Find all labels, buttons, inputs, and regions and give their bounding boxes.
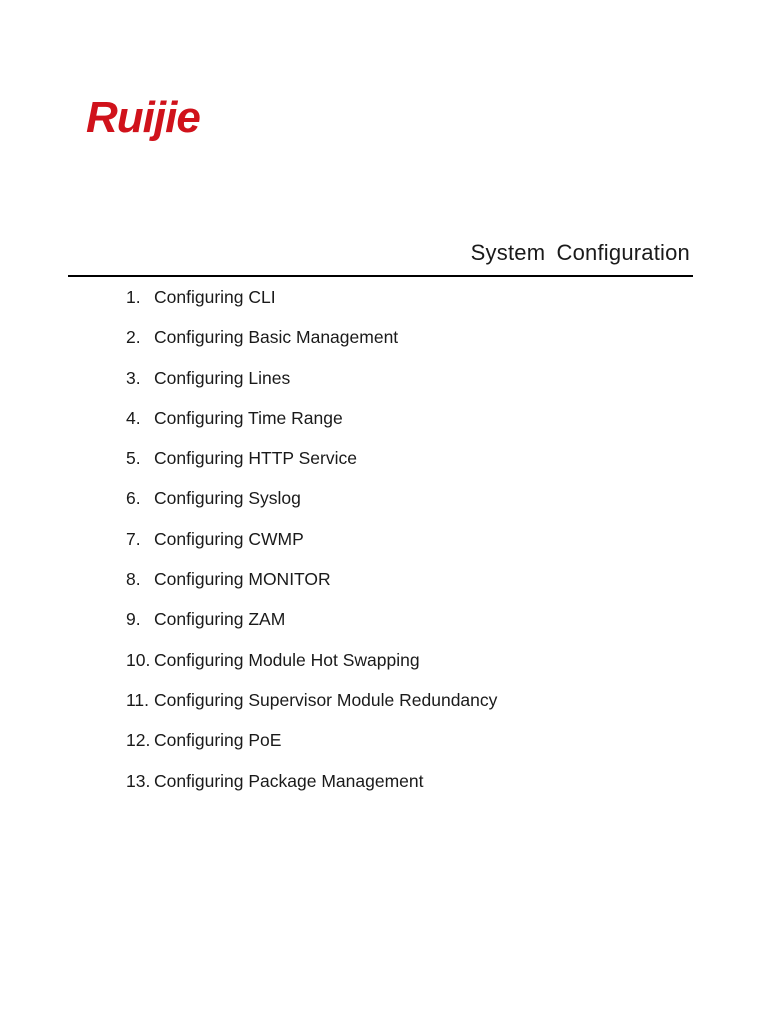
toc-number: 11. (126, 689, 150, 710)
toc-number: 10. (126, 649, 151, 670)
toc-label: Configuring Syslog (154, 488, 301, 509)
toc-item[interactable] (126, 367, 497, 407)
toc-number: 5. (126, 448, 141, 469)
toc-item[interactable] (126, 689, 497, 729)
toc-number: 6. (126, 488, 141, 509)
svg-text:Ruijie: Ruijie (86, 93, 200, 142)
ruijie-logo-mark (84, 92, 256, 154)
toc-label: Configuring Basic Management (154, 327, 399, 348)
toc-item[interactable] (126, 770, 497, 810)
toc-item[interactable] (126, 286, 497, 326)
toc-label: Configuring PoE (154, 730, 282, 751)
toc-number: 4. (126, 407, 141, 428)
toc-item[interactable] (126, 729, 497, 769)
toc-item[interactable] (126, 326, 497, 366)
toc-number: 9. (126, 609, 141, 630)
toc-label: Configuring Package Management (154, 770, 424, 791)
toc-label: Configuring ZAM (154, 609, 286, 630)
title-divider (68, 275, 693, 277)
toc-label: Configuring Module Hot Swapping (154, 649, 420, 670)
toc-number: 13. (126, 770, 151, 791)
toc-label: Configuring Supervisor Module Redundancy (154, 689, 498, 710)
toc-item[interactable] (126, 447, 497, 487)
toc-number: 1. (126, 287, 141, 307)
toc-label: Configuring MONITOR (154, 569, 331, 590)
toc-item[interactable] (126, 649, 497, 689)
toc-number: 3. (126, 367, 141, 388)
toc-item[interactable] (126, 568, 497, 608)
toc-label: Configuring CLI (154, 287, 276, 307)
toc-number: 8. (126, 569, 141, 590)
toc-number: 2. (126, 327, 141, 348)
toc-item[interactable] (126, 528, 497, 568)
toc-label: Configuring Time Range (154, 407, 343, 428)
toc-label: Configuring Lines (154, 367, 291, 388)
toc-number: 7. (126, 528, 141, 549)
toc-item[interactable] (126, 487, 497, 527)
ruijie-logo (84, 92, 256, 154)
document-title: System Configuration (470, 240, 690, 265)
table-of-contents (126, 286, 497, 810)
toc-item[interactable] (126, 608, 497, 648)
toc-label: Configuring HTTP Service (154, 448, 357, 469)
toc-label: Configuring CWMP (154, 528, 304, 549)
toc-number: 12. (126, 730, 151, 751)
toc-item[interactable] (126, 407, 497, 447)
